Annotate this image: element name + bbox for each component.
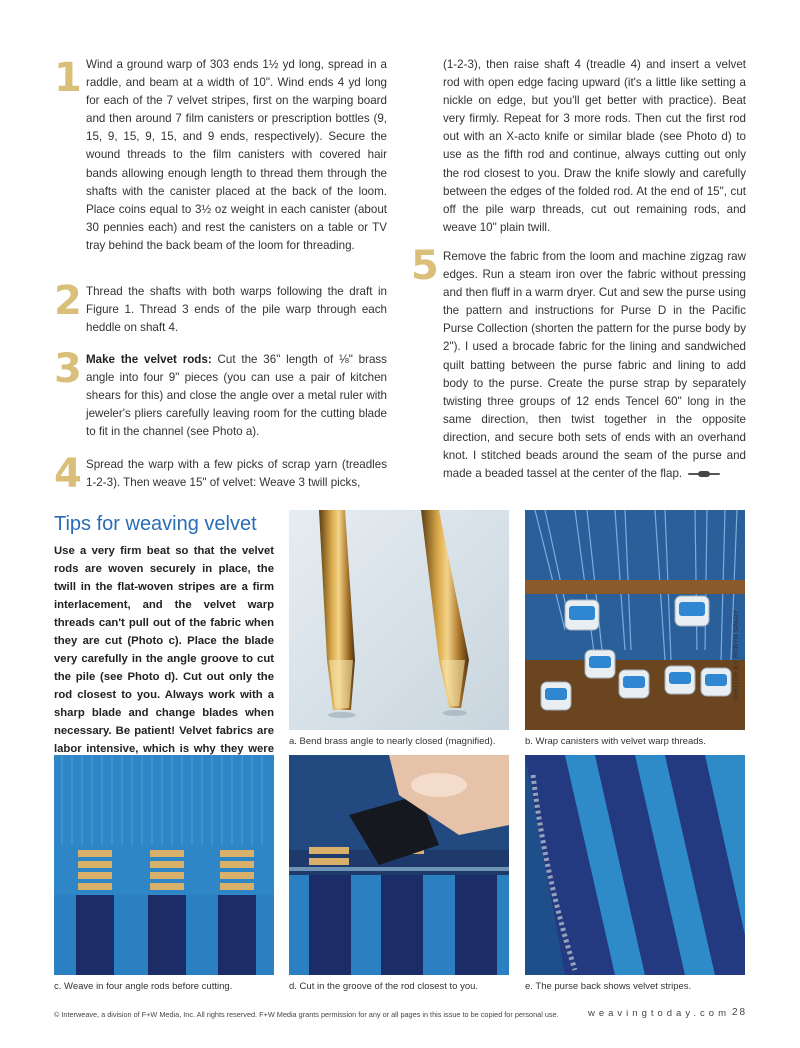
- footer-site-link[interactable]: weavingtoday.com: [588, 1008, 730, 1019]
- photo-c: [54, 755, 274, 975]
- step-lead: Make the velvet rods:: [86, 353, 212, 366]
- footer-copyright: © Interweave, a division of F+W Media, Inc. All rights reserved. F+W Media grants permission for any or all pages in this issue to be copied for personal use.: [54, 1010, 559, 1019]
- end-mark-icon: [688, 471, 720, 477]
- step-number: 5: [411, 243, 439, 289]
- photo-d: [289, 755, 509, 975]
- caption-a: a. Bend brass angle to nearly closed (magnified).: [289, 736, 496, 747]
- page-number: 28: [732, 1007, 748, 1018]
- step-body: Remove the fabric from the loom and machine zigzag raw edges. Run a steam iron over the fabric without pressing and then fluff in a warm dryer. Cut and sew the purse using the pattern and instructions for Purse D in the Pacific Purse Collection (shorten the pattern for the purse body by 2"). I used a brocade fabric for the lining and sandwiched quilt batting between the purse fabric and lining to add body to the purse. Create the purse strap by separately twisting three groups of 12 ends Tencel 60" long in the same direction, then twist together in the opposite direction, and secure both sets of ends with an overhand knot. I stitched beads around the seam of the purse and made a beaded tassel at the center of the flap.: [443, 250, 746, 481]
- step-4-continued: (1-2-3), then raise shaft 4 (treadle 4) and insert a velvet rod with open edge facing upward (it's a little like setting a nickle on edge, but you'll get better with practice). Beat very firmly. Repeat for 3 more rods. Then cut the first rod out with an X-acto knife or similar blade (see Photo d) to use as the fifth rod and continue, always cutting out only the rod closest to you. Draw the knife slowly and carefully between the edges of the folded rod. At the end of 15", cut off the pile warp threads, cut out remaining rods, and weave 10" plain twill.: [443, 58, 746, 234]
- step-text: [86, 351, 387, 441]
- caption-e: e. The purse back shows velvet stripes.: [525, 981, 692, 992]
- step-number: 3: [54, 346, 82, 392]
- photo-b: [525, 510, 745, 730]
- step-number: 4: [54, 451, 82, 497]
- caption-c: c. Weave in four angle rods before cutting.: [54, 981, 233, 992]
- purse-back-image: [525, 755, 745, 975]
- canisters-image: [525, 510, 745, 730]
- woven-rods-image: [54, 755, 274, 975]
- step-text: Thread the shafts with both warps following the draft in Figure 1. Thread 3 ends of the pile warp through each heddle on shaft 4.: [86, 285, 387, 335]
- tips-title: Tips for weaving velvet: [54, 513, 257, 535]
- cutting-rod-image: [289, 755, 509, 975]
- step-text: [443, 248, 746, 483]
- caption-b: b. Wrap canisters with velvet warp threads.: [525, 736, 706, 747]
- step-number: 1: [54, 55, 82, 101]
- photo-credit: PHOTOS BY ROBYN SPADY: [733, 609, 740, 700]
- tips-body: Use a very firm beat so that the velvet rods are woven securely in place, the twill in the flat-woven stripes are a firm interlacement, and the velvet warp threads can't pull out of the fabric when they are cut (Photo c). Place the blade very carefully in the angle groove to cut the pile (see Photo d). Cut out only the rod closest to you. Always work with a sharp blade and change blades when necessary. Be patient! Velvet fabrics are labor intensive, which is why they were: [54, 545, 274, 755]
- caption-d: d. Cut in the groove of the rod closest to you.: [289, 981, 479, 992]
- step-body: Cut the 36" length of ⅛" brass angle into four 9" pieces (you can use a pair of kitchen shears for this) and close the angle over a metal ruler with jeweler's pliers carefully leaving room for the cutting blade to fit in the channel (see Photo a).: [86, 353, 387, 439]
- step-number: 2: [54, 278, 82, 324]
- step-text: Spread the warp with a few picks of scrap yarn (treadles 1-2-3). Then weave 15" of velvet: Weave 3 twill picks,: [86, 458, 387, 490]
- photo-a: [289, 510, 509, 730]
- brass-rods-image: [289, 510, 509, 730]
- step-text: Wind a ground warp of 303 ends 1½ yd long, spread in a raddle, and beam at a width of 10". Wind ends 4 yd long for each of the 7 velvet stripes, first on the warping board and then around 7 film canisters or prescription bottles (9, 15, 9, 15, 9, 15, and 9 ends, respectively). Secure the wound threads to the film canisters with covered hair bands allowing enough length to thread them through the shafts with the canister placed at the back of the loom. Place coins equal to 3½ oz weight in each canister (about 30 pennies each) and rest the canisters on a table or TV tray behind the back beam of the loom for threading.: [86, 58, 387, 252]
- photo-e: [525, 755, 745, 975]
